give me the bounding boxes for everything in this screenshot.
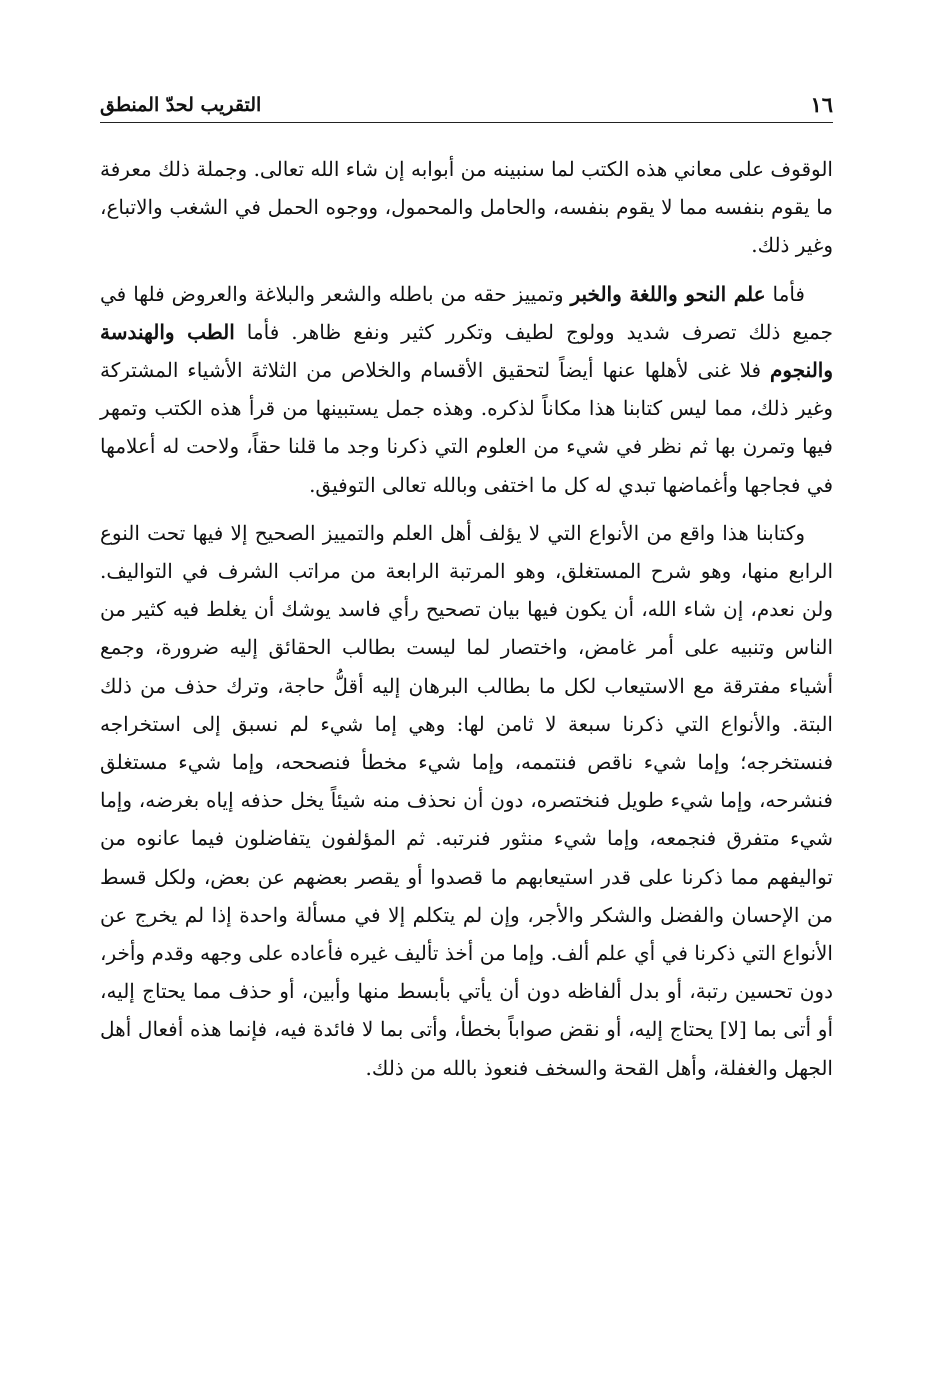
page-header (100, 90, 833, 123)
paragraph-text: وكتابنا هذا واقع من الأنواع التي لا يؤلف أهل العلم والتمييز الصحيح إلا فيها تحت النوع الرابع منها، وهو شرح المستغلق، وهو المرتبة الرابعة من مراتب الشرف في التواليف. ولن نعدم، إن شاء الله، أن يكون فيها بيان تصحيح رأي فاسد يوشك أن يغلط فيه كثير من الناس وتنبيه على أمر غامض، واختصار لما ليست بطالب الحقائق إليه ضرورة، وجمع أشياء مفترقة مع الاستيعاب لكل ما بطالب البرهان إليه أقلُّ حاجة، وترك حذف من ذلك البتة. والأنواع التي ذكرنا سبعة لا ثامن لها: وهي إما شيء لم نسبق إلى استخراجه فنستخرجه؛ وإما شيء ناقص فنتممه، وإما شيء مخطأ فنصححه، وإما شيء مستغلق فنشرحه، وإما شيء طويل فنختصره، دون أن نحذف منه شيئاً يخل حذفه إياه بغرضه، وإما شيء متفرق فنجمعه، وإما شيء منثور فنرتبه. ثم المؤلفون يتفاضلون فيما عانوه من تواليفهم مما ذكرنا على قدر استيعابهم ما قصدوا أو يقصر بعضهم عن بعض، ولكل قسط من الإحسان والفضل والشكر والأجر، وإن لم يتكلم إلا في مسألة واحدة إذا لم يخرج عن الأنواع التي ذكرنا في أي علم ألف. وإما من أخذ تأليف غيره فأعاده على وجهه وقدم وأخر، دون تحسين رتبة، أو بدل ألفاظه دون أن يأتي بأبسط منها وأبين، أو حذف مما يحتاج إليه، أو أتى بما [لا] يحتاج إليه، أو نقض صواباً بخطأ، وأتى بما لا فائدة فيه، فإنما هذه أفعال أهل الجهل والغفلة، وأهل القحة والسخف فنعوذ بالله من ذلك. (100, 520, 834, 1080)
paragraph-text: فأما (765, 281, 805, 306)
paragraph-text: الوقوف على معاني هذه الكتب لما سنبينه من أبوابه إن شاء الله تعالى. وجملة ذلك معرفة ما يقوم بنفسه مما لا يقوم بنفسه، والحامل والمحمول، ووجوه الحمل في الشغب والاتباع، وغير ذلك. (100, 157, 833, 258)
paragraph-3 (100, 514, 833, 1087)
page-number: ١٦ (810, 92, 833, 117)
paragraph-2 (100, 275, 833, 504)
paragraph-1 (100, 150, 833, 265)
bold-term: علم النحو واللغة والخبر (570, 281, 766, 306)
bold-term: الطب والهندسة والنجوم (100, 319, 833, 383)
paragraph-text: وتمييز حقه من باطله والشعر والبلاغة والعروض فلها في جميع ذلك تصرف شديد وولوج لطيف وتكرر كثير ونفع ظاهر. فأما (100, 281, 833, 344)
body-text (100, 150, 833, 1097)
paragraph-text: فلا غنى لأهلها عنها أيضاً لتحقيق الأقسام والخلاص من الثلاثة الأشياء المشتركة وغير ذلك، مما ليس كتابنا هذا مكاناً لذكره. وهذه جمل يستبينها من قرأ هذه الكتب وتمهر فيها وتمرن بها ثم نظر في شيء من العلوم التي ذكرنا وجد ما قلنا حقاً، ولاحت له أعلامها في فجاجها وأغماضها تبدي له كل ما اختفى وبالله تعالى التوفيق. (100, 358, 833, 497)
running-title: التقريب لحدّ المنطق (100, 94, 262, 116)
